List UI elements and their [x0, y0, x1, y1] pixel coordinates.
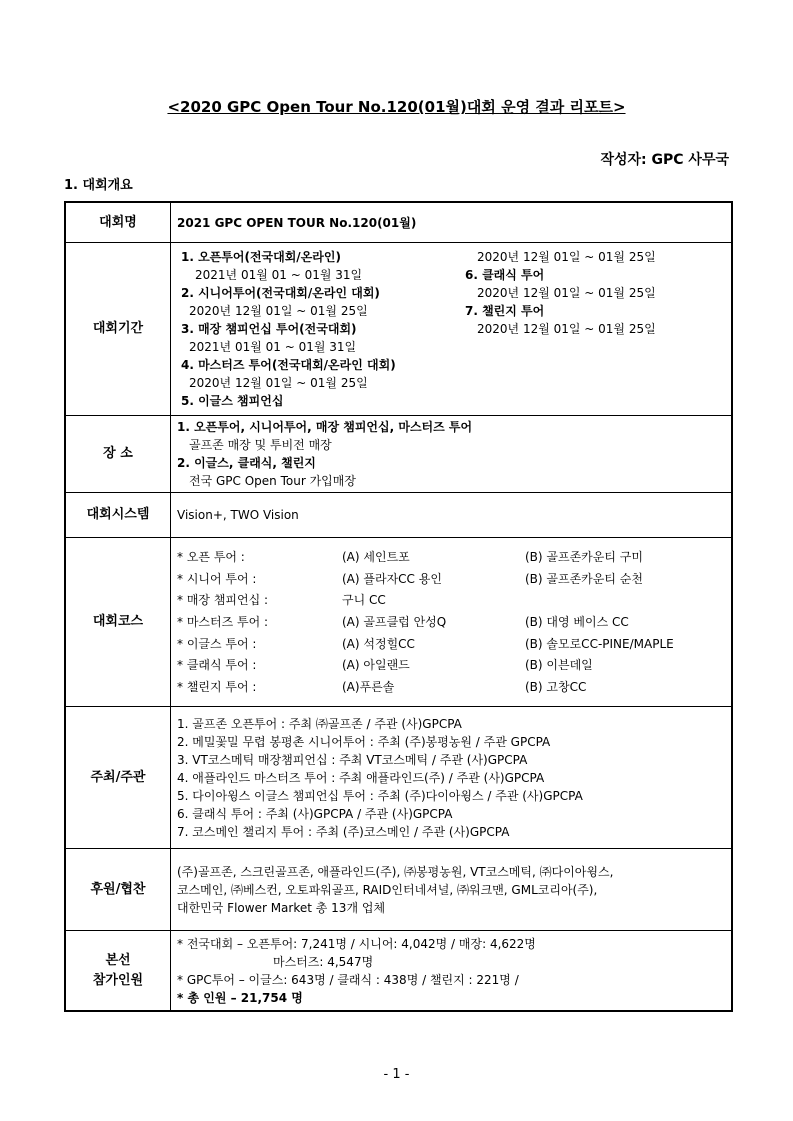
row-participants [65, 931, 732, 1012]
row-place [65, 416, 732, 493]
course-tour: * 마스터즈 투어 : [177, 615, 269, 629]
course-b: (B) 솔모로CC-PINE/MAPLE [525, 636, 674, 651]
place-line: 1. 오픈투어, 시니어투어, 매장 챔피언십, 마스터즈 투어 [177, 420, 473, 434]
value-participants [171, 931, 733, 1012]
value-course [171, 538, 733, 707]
report-title: <2020 GPC Open Tour No.120(01월)대회 운영 결과 리포트> [167, 98, 626, 116]
course-a: (A) 석정힐CC [342, 636, 415, 651]
course-row [177, 611, 725, 633]
course-a: (A) 세인트포 [342, 550, 410, 565]
course-a: (A)푸른솔 [342, 679, 395, 694]
row-period [65, 243, 732, 416]
sponsor-line: 코스메인, ㈜베스컨, 오토파워골프, RAID인터네셔널, ㈜워크맨, GML코리아(주), [177, 882, 598, 897]
course-tour: * 클래식 투어 : [177, 658, 257, 673]
value-period [171, 243, 733, 416]
period-item-date: 2020년 12월 01일 ~ 01월 25일 [189, 376, 368, 390]
course-row [177, 590, 725, 612]
row-sponsor [65, 849, 732, 931]
label-system: 대회시스템 [65, 493, 171, 538]
course-tour: * 챌린지 투어 : [177, 679, 257, 694]
participants-line: 마스터즈: 4,547명 [273, 954, 374, 969]
participants-line: * GPC투어 – 이글스: 643명 / 클래식 : 438명 / 챌린지 : 221명 / [177, 972, 519, 987]
period-right [465, 248, 656, 410]
course-tour: * 이글스 투어 : [177, 636, 257, 651]
course-b: (B) 고창CC [525, 679, 587, 694]
label-sponsor: 후원/협찬 [65, 849, 171, 931]
period-item-title: 5. 이글스 챔피언십 [181, 394, 284, 408]
label-course: 대회코스 [65, 538, 171, 707]
course-a: (A) 아일랜드 [342, 658, 410, 673]
label-participants-line2: 참가인원 [92, 972, 144, 988]
host-line: 2. 메밀꽃밀 무렵 봉평촌 시니어투어 : 주최 (주)봉평농원 / 주관 GPCPA [177, 734, 551, 749]
period-left [177, 248, 465, 410]
place-line: 골프존 매장 및 투비전 매장 [189, 438, 332, 452]
row-name [65, 202, 732, 243]
course-row [177, 546, 725, 568]
course-a: 구니 CC [342, 593, 386, 608]
participants-total: * 총 인원 – 21,754 명 [177, 990, 303, 1005]
label-host: 주최/주관 [65, 707, 171, 849]
host-line: 3. VT코스메틱 매장챔피언십 : 주최 VT코스메틱 / 주관 (사)GPCPA [177, 752, 528, 767]
value-system: Vision+, TWO Vision [171, 493, 733, 538]
value-place [171, 416, 733, 493]
row-system [65, 493, 732, 538]
course-tour: * 오픈 투어 : [177, 550, 245, 565]
period-item-date: 2021년 01월 01 ~ 01월 31일 [195, 268, 363, 282]
row-host [65, 707, 732, 849]
author-line: 작성자: GPC 사무국 [600, 152, 729, 168]
course-row [177, 633, 725, 655]
course-row [177, 676, 725, 698]
host-line: 7. 코스메인 챌리지 투어 : 주최 (주)코스메인 / 주관 (사)GPCPA [177, 824, 510, 839]
period-item-title: 4. 마스터즈 투어(전국대회/온라인 대회) [181, 358, 396, 372]
course-a: (A) 골프클럽 안성Q [342, 615, 447, 629]
course-a: (A) 플라자CC 용인 [342, 571, 442, 586]
value-host [171, 707, 733, 849]
course-b: (B) 골프존카운티 구미 [525, 550, 643, 565]
host-line: 6. 클래식 투어 : 주최 (사)GPCPA / 주관 (사)GPCPA [177, 806, 453, 821]
course-b: (B) 대영 베이스 CC [525, 615, 629, 629]
period-item-title: 3. 매장 챔피언십 투어(전국대회) [181, 322, 357, 336]
period-item-title: 2. 시니어투어(전국대회/온라인 대회) [181, 286, 380, 300]
course-tour: * 시니어 투어 : [177, 571, 257, 586]
period-item-title: 7. 챌린지 투어 [465, 304, 545, 318]
course-tour: * 매장 챔피언십 : [177, 593, 269, 608]
page-number: - 1 - [383, 1067, 410, 1082]
overview-table [64, 201, 733, 1012]
host-line: 4. 애플라인드 마스터즈 투어 : 주최 애플라인드(주) / 주관 (사)GPCPA [177, 770, 545, 785]
course-b: (B) 이븐데일 [525, 658, 593, 673]
value-name: 2021 GPC OPEN TOUR No.120(01월) [171, 202, 733, 243]
host-line: 5. 다이아윙스 이글스 챔피언십 투어 : 주최 (주)다이아윙스 / 주관 (사)GPCPA [177, 788, 583, 803]
label-period: 대회기간 [65, 243, 171, 416]
period-item-date: 2020년 12월 01일 ~ 01월 25일 [477, 322, 656, 336]
value-sponsor [171, 849, 733, 931]
period-item-date: 2020년 12월 01일 ~ 01월 25일 [189, 304, 368, 318]
label-participants-line1: 본선 [105, 952, 131, 968]
label-participants [65, 931, 171, 1012]
period-item-date: 2020년 12월 01일 ~ 01월 25일 [477, 250, 656, 264]
label-place: 장 소 [65, 416, 171, 493]
period-item-date: 2020년 12월 01일 ~ 01월 25일 [477, 286, 656, 300]
period-item-date: 2021년 01월 01 ~ 01월 31일 [189, 340, 357, 354]
course-row [177, 654, 725, 676]
host-line: 1. 골프존 오픈투어 : 주최 ㈜골프존 / 주관 (사)GPCPA [177, 716, 462, 731]
section-heading: 1. 대회개요 [64, 178, 133, 193]
label-name: 대회명 [65, 202, 171, 243]
period-item-title: 6. 클래식 투어 [465, 268, 545, 282]
place-line: 2. 이글스, 클래식, 챌린지 [177, 456, 316, 470]
sponsor-line: 대한민국 Flower Market 총 13개 업체 [177, 900, 386, 915]
sponsor-line: (주)골프존, 스크린골프존, 애플라인드(주), ㈜봉평농원, VT코스메틱, ㈜다이아윙스, [177, 864, 614, 879]
course-b: (B) 골프존카운티 순천 [525, 571, 643, 586]
participants-line: * 전국대회 – 오픈투어: 7,241명 / 시니어: 4,042명 / 매장: 4,622명 [177, 936, 536, 951]
period-item-title: 1. 오픈투어(전국대회/온라인) [181, 250, 341, 264]
place-line: 전국 GPC Open Tour 가입매장 [189, 474, 356, 488]
course-row [177, 568, 725, 590]
row-course [65, 538, 732, 707]
